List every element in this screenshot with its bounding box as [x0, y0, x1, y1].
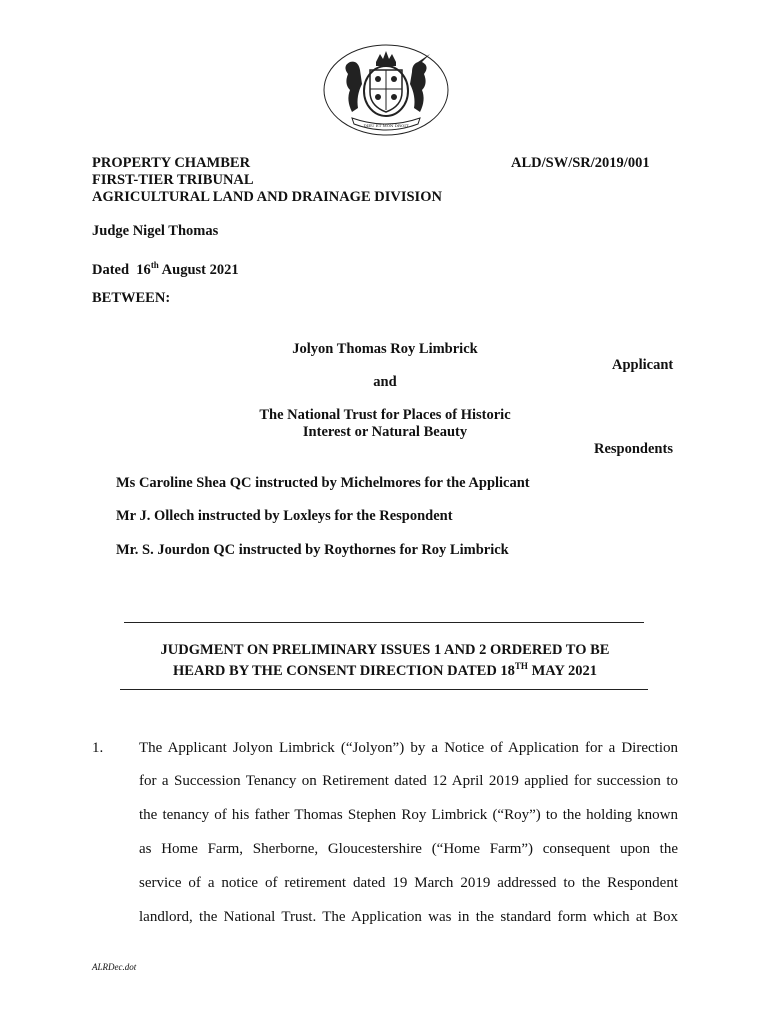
respondent-role: Respondents [594, 441, 673, 457]
division-heading: AGRICULTURAL LAND AND DRAINAGE DIVISION [92, 189, 442, 205]
paragraph-line: The Applicant Jolyon Limbrick (“Jolyon”) by a Notice of Application for a Direction [139, 740, 678, 756]
applicant-role: Applicant [612, 357, 674, 373]
crest-motto: DIEU ET MON DROIT [363, 123, 409, 128]
judgment-date: Dated 16th August 2021 [92, 260, 239, 278]
counsel-applicant: Ms Caroline Shea QC instructed by Michelmores for the Applicant [116, 475, 530, 491]
and-separator: and [373, 374, 397, 390]
paragraph-line: service of a notice of retirement dated 19 March 2019 addressed to the Respondent [139, 875, 678, 891]
respondent-name-line2: Interest or Natural Beauty [302, 424, 468, 440]
applicant-name: Jolyon Thomas Roy Limbrick [292, 341, 478, 357]
paragraph-line: landlord, the National Trust. The Application was in the standard form which at Box [139, 909, 678, 925]
respondent-name-line1: The National Trust for Places of Historic [259, 407, 511, 423]
divider-top [124, 622, 644, 623]
paragraph-line: as Home Farm, Sherborne, Gloucestershire (“Home Farm”) consequent upon the [139, 841, 678, 857]
paragraph-line: for a Succession Tenancy on Retirement dated 12 April 2019 applied for succession to [139, 773, 678, 789]
counsel-roy-limbrick: Mr. S. Jourdon QC instructed by Roythornes for Roy Limbrick [116, 542, 509, 558]
paragraph-number: 1. [92, 740, 104, 756]
between-label: BETWEEN: [92, 290, 171, 306]
tribunal-heading: FIRST-TIER TRIBUNAL [92, 172, 254, 188]
footer-filename: ALRDec.dot [92, 962, 137, 972]
chamber-heading: PROPERTY CHAMBER [92, 155, 251, 171]
judgment-title-line2: HEARD BY THE CONSENT DIRECTION DATED 18TH MAY 2021 [173, 661, 597, 679]
counsel-respondent: Mr J. Ollech instructed by Loxleys for the Respondent [116, 508, 453, 524]
case-reference: ALD/SW/SR/2019/001 [511, 155, 650, 171]
royal-coat-of-arms [322, 44, 450, 136]
divider-bottom [120, 689, 648, 690]
judge-name: Judge Nigel Thomas [92, 223, 219, 239]
judgment-title-line1: JUDGMENT ON PRELIMINARY ISSUES 1 AND 2 ORDERED TO BE [160, 642, 610, 658]
paragraph-line: the tenancy of his father Thomas Stephen Roy Limbrick (“Roy”) to the holding known [139, 807, 678, 823]
